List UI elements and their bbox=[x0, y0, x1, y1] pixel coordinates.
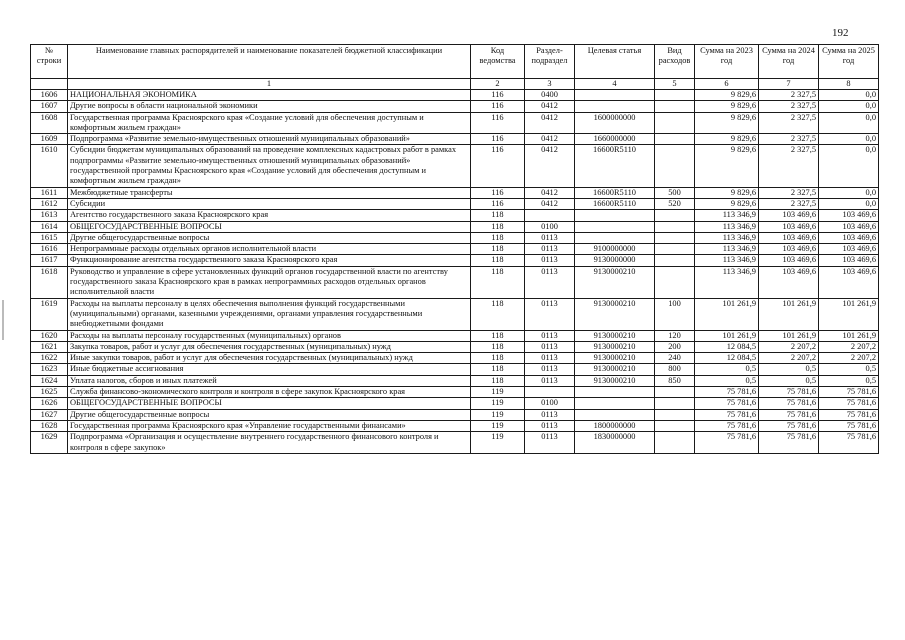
table-row bbox=[31, 90, 879, 101]
target-cell: 16600R5110 bbox=[575, 145, 655, 187]
row-number-cell: 1628 bbox=[31, 420, 68, 431]
row-number-cell: 1621 bbox=[31, 341, 68, 352]
kind-cell bbox=[655, 90, 695, 101]
row-number-cell: 1622 bbox=[31, 353, 68, 364]
sum-2025-cell: 0,0 bbox=[819, 187, 879, 198]
section-cell: 0412 bbox=[525, 134, 575, 145]
row-number-cell: 1611 bbox=[31, 187, 68, 198]
dept-code-cell: 118 bbox=[471, 232, 525, 243]
table-row bbox=[31, 221, 879, 232]
row-name-cell: Агентство государственного заказа Красноярского края bbox=[68, 210, 471, 221]
row-number-cell: 1616 bbox=[31, 244, 68, 255]
sum-2025-cell: 103 469,6 bbox=[819, 244, 879, 255]
dept-code-cell: 119 bbox=[471, 409, 525, 420]
kind-cell: 120 bbox=[655, 330, 695, 341]
section-cell: 0113 bbox=[525, 244, 575, 255]
sum-2023-cell: 9 829,6 bbox=[695, 101, 759, 112]
dept-code-cell: 118 bbox=[471, 244, 525, 255]
sum-2023-cell: 12 084,5 bbox=[695, 353, 759, 364]
row-name-cell: Субсидии bbox=[68, 198, 471, 209]
dept-code-cell: 119 bbox=[471, 432, 525, 454]
target-cell: 9130000000 bbox=[575, 255, 655, 266]
row-name-cell: Другие вопросы в области национальной экономики bbox=[68, 101, 471, 112]
kind-cell bbox=[655, 101, 695, 112]
section-cell: 0412 bbox=[525, 101, 575, 112]
sum-2023-cell: 9 829,6 bbox=[695, 187, 759, 198]
kind-cell: 520 bbox=[655, 198, 695, 209]
header-kind: Вид расходов bbox=[655, 45, 695, 79]
sum-2025-cell: 0,5 bbox=[819, 375, 879, 386]
table-row bbox=[31, 232, 879, 243]
target-cell: 9130000210 bbox=[575, 330, 655, 341]
row-name-cell: Межбюджетные трансферты bbox=[68, 187, 471, 198]
sum-2024-cell: 75 781,6 bbox=[759, 420, 819, 431]
row-name-cell: Иные бюджетные ассигнования bbox=[68, 364, 471, 375]
table-row bbox=[31, 330, 879, 341]
target-cell bbox=[575, 90, 655, 101]
section-cell: 0113 bbox=[525, 298, 575, 330]
section-cell: 0400 bbox=[525, 90, 575, 101]
sum-2024-cell: 0,5 bbox=[759, 364, 819, 375]
header-row-number: № строки bbox=[31, 45, 68, 79]
kind-cell bbox=[655, 134, 695, 145]
row-name-cell: Функционирование агентства государственного заказа Красноярского края bbox=[68, 255, 471, 266]
page-number: 192 bbox=[832, 27, 849, 39]
section-cell: 0113 bbox=[525, 232, 575, 243]
row-name-cell: Другие общегосударственные вопросы bbox=[68, 409, 471, 420]
row-number-cell: 1609 bbox=[31, 134, 68, 145]
column-number: 4 bbox=[575, 79, 655, 90]
sum-2023-cell: 113 346,9 bbox=[695, 244, 759, 255]
target-cell: 9130000210 bbox=[575, 266, 655, 298]
dept-code-cell: 118 bbox=[471, 255, 525, 266]
dept-code-cell: 118 bbox=[471, 210, 525, 221]
sum-2024-cell: 101 261,9 bbox=[759, 330, 819, 341]
row-number-cell: 1623 bbox=[31, 364, 68, 375]
kind-cell bbox=[655, 266, 695, 298]
row-number-cell: 1615 bbox=[31, 232, 68, 243]
section-cell: 0113 bbox=[525, 409, 575, 420]
sum-2025-cell: 101 261,9 bbox=[819, 298, 879, 330]
row-name-cell: Руководство и управление в сфере установленных функций органов государственной власти по агентству государственного заказа Красноярского края в рамках непрограммных расходов отдельных органов исполнительной власти bbox=[68, 266, 471, 298]
table-row bbox=[31, 134, 879, 145]
section-cell: 0100 bbox=[525, 398, 575, 409]
sum-2024-cell: 75 781,6 bbox=[759, 409, 819, 420]
sum-2023-cell: 9 829,6 bbox=[695, 198, 759, 209]
sum-2024-cell: 101 261,9 bbox=[759, 298, 819, 330]
section-cell: 0113 bbox=[525, 341, 575, 352]
sum-2025-cell: 75 781,6 bbox=[819, 409, 879, 420]
dept-code-cell: 118 bbox=[471, 353, 525, 364]
sum-2023-cell: 75 781,6 bbox=[695, 387, 759, 398]
table-row bbox=[31, 353, 879, 364]
row-number-cell: 1619 bbox=[31, 298, 68, 330]
header-sum-2025: Сумма на 2025 год bbox=[819, 45, 879, 79]
table-row bbox=[31, 364, 879, 375]
sum-2025-cell: 0,0 bbox=[819, 198, 879, 209]
sum-2023-cell: 101 261,9 bbox=[695, 330, 759, 341]
row-name-cell: Уплата налогов, сборов и иных платежей bbox=[68, 375, 471, 386]
sum-2024-cell: 2 327,5 bbox=[759, 145, 819, 187]
sum-2024-cell: 2 327,5 bbox=[759, 101, 819, 112]
kind-cell bbox=[655, 210, 695, 221]
column-number: 7 bbox=[759, 79, 819, 90]
target-cell bbox=[575, 387, 655, 398]
table-row bbox=[31, 244, 879, 255]
table-row bbox=[31, 387, 879, 398]
target-cell bbox=[575, 210, 655, 221]
sum-2024-cell: 103 469,6 bbox=[759, 221, 819, 232]
target-cell: 9100000000 bbox=[575, 244, 655, 255]
sum-2023-cell: 113 346,9 bbox=[695, 255, 759, 266]
sum-2025-cell: 2 207,2 bbox=[819, 353, 879, 364]
sum-2023-cell: 12 084,5 bbox=[695, 341, 759, 352]
sum-2025-cell: 75 781,6 bbox=[819, 432, 879, 454]
column-number: 5 bbox=[655, 79, 695, 90]
column-number: 8 bbox=[819, 79, 879, 90]
row-number-cell: 1627 bbox=[31, 409, 68, 420]
sum-2023-cell: 113 346,9 bbox=[695, 266, 759, 298]
table-row bbox=[31, 341, 879, 352]
dept-code-cell: 116 bbox=[471, 198, 525, 209]
row-name-cell: Закупка товаров, работ и услуг для обеспечения государственных (муниципальных) нужд bbox=[68, 341, 471, 352]
target-cell: 9130000210 bbox=[575, 353, 655, 364]
section-cell: 0113 bbox=[525, 375, 575, 386]
dept-code-cell: 116 bbox=[471, 187, 525, 198]
sum-2023-cell: 113 346,9 bbox=[695, 232, 759, 243]
column-number: 6 bbox=[695, 79, 759, 90]
sum-2024-cell: 2 327,5 bbox=[759, 187, 819, 198]
target-cell bbox=[575, 101, 655, 112]
sum-2025-cell: 0,5 bbox=[819, 364, 879, 375]
target-cell: 16600R5110 bbox=[575, 198, 655, 209]
table-body bbox=[31, 90, 879, 454]
kind-cell bbox=[655, 112, 695, 134]
sum-2025-cell: 75 781,6 bbox=[819, 420, 879, 431]
sum-2024-cell: 2 327,5 bbox=[759, 134, 819, 145]
sum-2024-cell: 2 207,2 bbox=[759, 341, 819, 352]
section-cell: 0113 bbox=[525, 266, 575, 298]
header-sum-2023: Сумма на 2023 год bbox=[695, 45, 759, 79]
sum-2023-cell: 113 346,9 bbox=[695, 210, 759, 221]
dept-code-cell: 116 bbox=[471, 101, 525, 112]
row-number-cell: 1607 bbox=[31, 101, 68, 112]
kind-cell: 240 bbox=[655, 353, 695, 364]
dept-code-cell: 118 bbox=[471, 364, 525, 375]
section-cell: 0412 bbox=[525, 145, 575, 187]
budget-table bbox=[30, 44, 879, 454]
kind-cell bbox=[655, 221, 695, 232]
table-row bbox=[31, 409, 879, 420]
section-cell bbox=[525, 387, 575, 398]
row-name-cell: Непрограммные расходы отдельных органов исполнительной власти bbox=[68, 244, 471, 255]
sum-2025-cell: 103 469,6 bbox=[819, 266, 879, 298]
section-cell: 0412 bbox=[525, 112, 575, 134]
row-number-cell: 1626 bbox=[31, 398, 68, 409]
target-cell bbox=[575, 398, 655, 409]
sum-2024-cell: 2 207,2 bbox=[759, 353, 819, 364]
header-target: Целевая статья bbox=[575, 45, 655, 79]
sum-2023-cell: 9 829,6 bbox=[695, 134, 759, 145]
kind-cell bbox=[655, 244, 695, 255]
header-dept-code: Код ведомства bbox=[471, 45, 525, 79]
target-cell: 1660000000 bbox=[575, 134, 655, 145]
table-row bbox=[31, 101, 879, 112]
row-number-cell: 1629 bbox=[31, 432, 68, 454]
kind-cell: 850 bbox=[655, 375, 695, 386]
section-cell: 0412 bbox=[525, 187, 575, 198]
sum-2025-cell: 0,0 bbox=[819, 112, 879, 134]
sum-2023-cell: 0,5 bbox=[695, 364, 759, 375]
row-name-cell: НАЦИОНАЛЬНАЯ ЭКОНОМИКА bbox=[68, 90, 471, 101]
row-number-cell: 1618 bbox=[31, 266, 68, 298]
dept-code-cell: 116 bbox=[471, 112, 525, 134]
table-row bbox=[31, 375, 879, 386]
sum-2023-cell: 9 829,6 bbox=[695, 112, 759, 134]
sum-2025-cell: 103 469,6 bbox=[819, 232, 879, 243]
dept-code-cell: 118 bbox=[471, 330, 525, 341]
target-cell bbox=[575, 232, 655, 243]
row-name-cell: Расходы на выплаты персоналу государственных (муниципальных) органов bbox=[68, 330, 471, 341]
row-name-cell: Подпрограмма «Развитие земельно-имущественных отношений муниципальных образований» bbox=[68, 134, 471, 145]
sum-2023-cell: 113 346,9 bbox=[695, 221, 759, 232]
sum-2025-cell: 103 469,6 bbox=[819, 210, 879, 221]
sum-2023-cell: 9 829,6 bbox=[695, 90, 759, 101]
kind-cell bbox=[655, 145, 695, 187]
table-row bbox=[31, 210, 879, 221]
column-number-row bbox=[31, 79, 879, 90]
kind-cell: 800 bbox=[655, 364, 695, 375]
sum-2024-cell: 75 781,6 bbox=[759, 398, 819, 409]
table-row bbox=[31, 187, 879, 198]
row-number-cell: 1610 bbox=[31, 145, 68, 187]
sum-2024-cell: 0,5 bbox=[759, 375, 819, 386]
sum-2024-cell: 2 327,5 bbox=[759, 112, 819, 134]
row-number-cell: 1608 bbox=[31, 112, 68, 134]
target-cell: 9130000210 bbox=[575, 364, 655, 375]
row-number-cell: 1614 bbox=[31, 221, 68, 232]
dept-code-cell: 118 bbox=[471, 266, 525, 298]
sum-2025-cell: 0,0 bbox=[819, 134, 879, 145]
target-cell: 9130000210 bbox=[575, 375, 655, 386]
kind-cell bbox=[655, 387, 695, 398]
sum-2024-cell: 103 469,6 bbox=[759, 210, 819, 221]
table-row bbox=[31, 398, 879, 409]
row-number-cell: 1617 bbox=[31, 255, 68, 266]
dept-code-cell: 118 bbox=[471, 375, 525, 386]
kind-cell: 500 bbox=[655, 187, 695, 198]
sum-2023-cell: 75 781,6 bbox=[695, 420, 759, 431]
sum-2024-cell: 103 469,6 bbox=[759, 266, 819, 298]
dept-code-cell: 119 bbox=[471, 420, 525, 431]
row-name-cell: Государственная программа Красноярского края «Создание условий для обеспечения доступным и комфортным жильем граждан» bbox=[68, 112, 471, 134]
sum-2023-cell: 75 781,6 bbox=[695, 409, 759, 420]
row-name-cell: Подпрограмма «Организация и осуществление внутреннего государственного финансового контроля и контроля в сфере закупок» bbox=[68, 432, 471, 454]
table-row bbox=[31, 198, 879, 209]
sum-2025-cell: 101 261,9 bbox=[819, 330, 879, 341]
sum-2025-cell: 75 781,6 bbox=[819, 387, 879, 398]
section-cell: 0113 bbox=[525, 353, 575, 364]
section-cell: 0113 bbox=[525, 330, 575, 341]
section-cell: 0113 bbox=[525, 255, 575, 266]
scan-edge-mark bbox=[2, 300, 4, 340]
kind-cell bbox=[655, 409, 695, 420]
target-cell bbox=[575, 221, 655, 232]
header-sum-2024: Сумма на 2024 год bbox=[759, 45, 819, 79]
row-number-cell: 1625 bbox=[31, 387, 68, 398]
target-cell: 1800000000 bbox=[575, 420, 655, 431]
dept-code-cell: 118 bbox=[471, 341, 525, 352]
table-row bbox=[31, 420, 879, 431]
column-number: 3 bbox=[525, 79, 575, 90]
kind-cell bbox=[655, 432, 695, 454]
row-number-cell: 1624 bbox=[31, 375, 68, 386]
sum-2025-cell: 103 469,6 bbox=[819, 221, 879, 232]
dept-code-cell: 118 bbox=[471, 221, 525, 232]
kind-cell bbox=[655, 420, 695, 431]
sum-2025-cell: 103 469,6 bbox=[819, 255, 879, 266]
sum-2024-cell: 103 469,6 bbox=[759, 255, 819, 266]
row-name-cell: Иные закупки товаров, работ и услуг для обеспечения государственных (муниципальных) нужд bbox=[68, 353, 471, 364]
dept-code-cell: 118 bbox=[471, 298, 525, 330]
sum-2023-cell: 101 261,9 bbox=[695, 298, 759, 330]
table-row bbox=[31, 298, 879, 330]
header-name: Наименование главных распорядителей и наименование показателей бюджетной классификации bbox=[68, 45, 471, 79]
table-row bbox=[31, 432, 879, 454]
sum-2024-cell: 103 469,6 bbox=[759, 244, 819, 255]
column-number bbox=[31, 79, 68, 90]
dept-code-cell: 116 bbox=[471, 134, 525, 145]
section-cell: 0412 bbox=[525, 198, 575, 209]
row-name-cell: Государственная программа Красноярского края «Управление государственными финансами» bbox=[68, 420, 471, 431]
sum-2025-cell: 0,0 bbox=[819, 145, 879, 187]
kind-cell: 200 bbox=[655, 341, 695, 352]
target-cell: 16600R5110 bbox=[575, 187, 655, 198]
table-row bbox=[31, 145, 879, 187]
sum-2023-cell: 75 781,6 bbox=[695, 398, 759, 409]
dept-code-cell: 119 bbox=[471, 387, 525, 398]
sum-2025-cell: 2 207,2 bbox=[819, 341, 879, 352]
row-number-cell: 1606 bbox=[31, 90, 68, 101]
sum-2023-cell: 9 829,6 bbox=[695, 145, 759, 187]
dept-code-cell: 119 bbox=[471, 398, 525, 409]
sum-2025-cell: 0,0 bbox=[819, 101, 879, 112]
kind-cell bbox=[655, 255, 695, 266]
target-cell bbox=[575, 409, 655, 420]
row-name-cell: ОБЩЕГОСУДАРСТВЕННЫЕ ВОПРОСЫ bbox=[68, 398, 471, 409]
row-name-cell: Субсидии бюджетам муниципальных образований на проведение комплексных кадастровых работ в рамках подпрограммы «Развитие земельно-имущественных отношений муниципальных образований» государственной программы Красноярского края «Создание условий для обеспечения доступным и комфортным жильем граждан» bbox=[68, 145, 471, 187]
row-number-cell: 1613 bbox=[31, 210, 68, 221]
header-row bbox=[31, 45, 879, 79]
table-row bbox=[31, 112, 879, 134]
kind-cell bbox=[655, 398, 695, 409]
target-cell: 9130000210 bbox=[575, 341, 655, 352]
kind-cell: 100 bbox=[655, 298, 695, 330]
sum-2025-cell: 75 781,6 bbox=[819, 398, 879, 409]
section-cell bbox=[525, 210, 575, 221]
section-cell: 0113 bbox=[525, 420, 575, 431]
row-name-cell: Расходы на выплаты персоналу в целях обеспечения выполнения функций государственными (муниципальными) органами, казенными учреждениями, органами управления государственными внебюджетными фондами bbox=[68, 298, 471, 330]
row-number-cell: 1612 bbox=[31, 198, 68, 209]
target-cell: 1830000000 bbox=[575, 432, 655, 454]
table-row bbox=[31, 266, 879, 298]
sum-2024-cell: 75 781,6 bbox=[759, 387, 819, 398]
row-name-cell: Другие общегосударственные вопросы bbox=[68, 232, 471, 243]
kind-cell bbox=[655, 232, 695, 243]
row-name-cell: ОБЩЕГОСУДАРСТВЕННЫЕ ВОПРОСЫ bbox=[68, 221, 471, 232]
section-cell: 0113 bbox=[525, 364, 575, 375]
row-number-cell: 1620 bbox=[31, 330, 68, 341]
dept-code-cell: 116 bbox=[471, 145, 525, 187]
target-cell: 1600000000 bbox=[575, 112, 655, 134]
table-row bbox=[31, 255, 879, 266]
section-cell: 0100 bbox=[525, 221, 575, 232]
column-number: 1 bbox=[68, 79, 471, 90]
sum-2024-cell: 2 327,5 bbox=[759, 90, 819, 101]
target-cell: 9130000210 bbox=[575, 298, 655, 330]
sum-2025-cell: 0,0 bbox=[819, 90, 879, 101]
sum-2023-cell: 0,5 bbox=[695, 375, 759, 386]
sum-2024-cell: 103 469,6 bbox=[759, 232, 819, 243]
column-number: 2 bbox=[471, 79, 525, 90]
sum-2024-cell: 2 327,5 bbox=[759, 198, 819, 209]
section-cell: 0113 bbox=[525, 432, 575, 454]
sum-2024-cell: 75 781,6 bbox=[759, 432, 819, 454]
dept-code-cell: 116 bbox=[471, 90, 525, 101]
sum-2023-cell: 75 781,6 bbox=[695, 432, 759, 454]
header-section: Раздел-подраздел bbox=[525, 45, 575, 79]
row-name-cell: Служба финансово-экономического контроля и контроля в сфере закупок Красноярского края bbox=[68, 387, 471, 398]
